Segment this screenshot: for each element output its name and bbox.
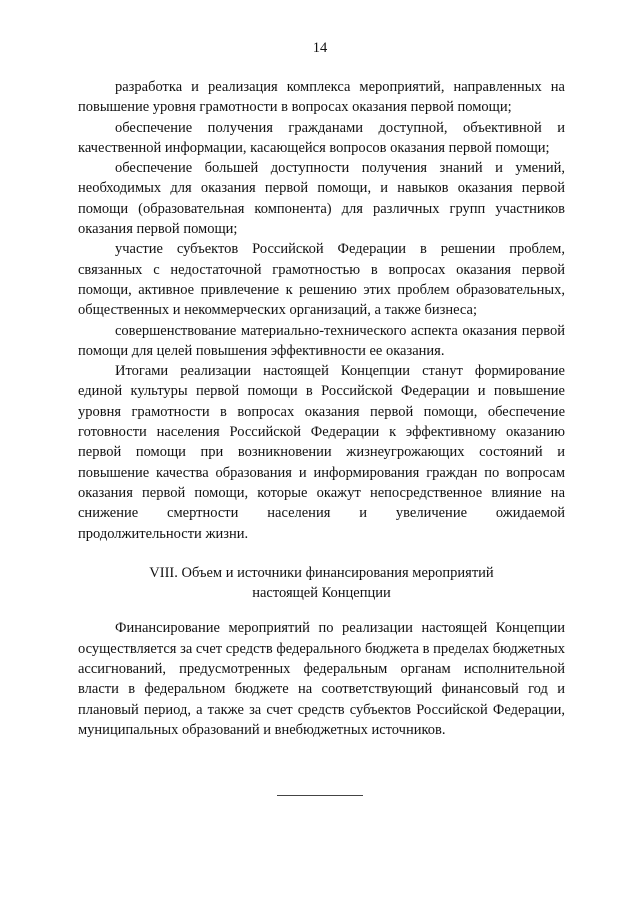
list-item-information-access: обеспечение получения гражданами доступной, объективной и качественной информации, касающейся вопросов оказания первой помощи;: [78, 119, 565, 156]
list-item-material-technical: совершенствование материально-технического аспекта оказания первой помощи для целей повышения эффективности ее оказания.: [78, 322, 565, 359]
page-number: 14: [312, 40, 328, 56]
list-item-knowledge-access: обеспечение большей доступности получения знаний и умений, необходимых для оказания первой помощи, и навыков оказания первой помощи (образовательная компонента) для различных групп участников оказания первой помощи;: [78, 160, 565, 238]
financing-paragraph: Финансирование мероприятий по реализации настоящей Концепции осуществляется за счет средств федерального бюджета в пределах бюджетных ассигнований, предусмотренных федеральным органам исполнительной власти в федеральном бюджете на соответствующий финансовый год и плановый период, а также за счет средств субъектов Российской Федерации, муниципальных образований и внебюджетных источников.: [78, 620, 565, 738]
results-paragraph: Итогами реализации настоящей Концепции станут формирование единой культуры первой помощи в Российской Федерации и повышение уровня грамотности в вопросах оказания первой помощи, обеспечение готовности населения Российской Федерации к эффективному оказанию первой помощи при возникновении жизнеугрожающих состояний и повышение качества образования и информирования граждан по вопросам оказания первой помощи, которые окажут непосредственное влияние на снижение смертности населения и увеличение ожидаемой продолжительности жизни.: [78, 363, 565, 542]
list-item-literacy-measures: разработка и реализация комплекса мероприятий, направленных на повышение уровня грамотности в вопросах оказания первой помощи;: [78, 79, 565, 116]
section-heading: [78, 563, 565, 604]
section-heading-line-1: VIII. Объем и источники финансирования мероприятий: [149, 564, 494, 581]
section-heading-line-2: настоящей Концепции: [252, 585, 391, 602]
list-item-regional-participation: участие субъектов Российской Федерации в решении проблем, связанных с недостаточной грамотностью в вопросах оказания первой помощи, активное привлечение к решению этих проблем образовательных, общественных и некоммерческих организаций, а также бизнеса;: [78, 241, 565, 319]
end-of-document-rule: [277, 795, 363, 796]
page-content: [78, 77, 565, 740]
